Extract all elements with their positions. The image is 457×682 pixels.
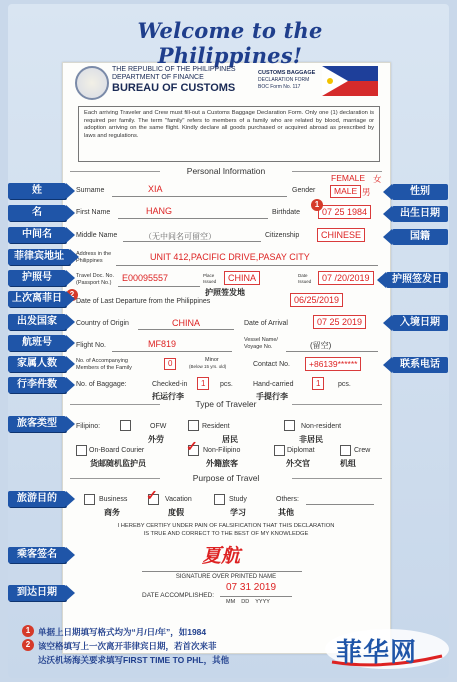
label-vacation: Vacation — [165, 496, 192, 503]
certify-line-1: I HEREBY CERTIFY UNDER PAIN OF FALSIFICATION THAT THIS DECLARATION — [117, 523, 335, 529]
label-pcs-2: pcs. — [338, 381, 351, 388]
label-resident: Resident — [202, 423, 230, 430]
label-non-filipino: Non-Filipino — [203, 447, 241, 454]
value-checked-in[interactable]: 1 — [197, 377, 209, 390]
label-diplomat: Diplomat — [287, 447, 315, 454]
line-first-name — [118, 218, 268, 219]
value-address[interactable]: UNIT 412,PACIFIC DRIVE,PASAY CITY — [150, 252, 310, 262]
checkbox-diplomat[interactable] — [274, 445, 285, 456]
cn-hand-carried: 手提行李 — [256, 392, 288, 401]
cn-non-filipino: 外籍旅客 — [206, 459, 238, 468]
checkbox-ofw[interactable] — [120, 420, 131, 431]
checkbox-study[interactable] — [214, 494, 225, 505]
watermark-text: 菲华网 — [336, 638, 418, 668]
cn-others: 其他 — [278, 508, 294, 517]
cn-male: 男 — [362, 187, 371, 197]
tag-contact: 联系电话 — [392, 357, 448, 373]
value-gender-female: FEMALE — [331, 173, 366, 183]
value-vessel[interactable]: (留空) — [310, 341, 332, 350]
note-1: 单据上日期填写格式均为“月/日/年”，如1984 — [38, 627, 207, 637]
label-date-accomplished: DATE ACCOMPLISHED: — [142, 592, 215, 599]
label-minor-1: Minor — [205, 357, 219, 363]
line-signature — [142, 571, 302, 572]
customs-seal-icon — [75, 66, 109, 100]
signature[interactable]: 夏航 — [202, 545, 241, 567]
tag-address: 菲律宾地址 — [8, 249, 70, 265]
label-business: Business — [99, 496, 128, 503]
tag-middle-name: 中间名 — [8, 227, 66, 243]
checkbox-non-resident[interactable] — [284, 420, 295, 431]
tag-last-departure: 上次离菲日 — [8, 291, 66, 307]
label-ofw: OFW — [150, 423, 167, 430]
checkbox-business[interactable] — [84, 494, 95, 505]
checkbox-onboard-courier[interactable] — [76, 445, 87, 456]
philippine-flag-icon — [322, 66, 378, 96]
line-passport — [118, 286, 200, 287]
value-hand-carried[interactable]: 1 — [312, 377, 324, 390]
check-vacation-icon: ✓ — [146, 487, 158, 503]
label-vessel-2: Voyage No. — [244, 344, 273, 350]
section-traveler-type: Type of Traveler — [70, 399, 382, 409]
label-accompanying-1: No. of Accompanying — [76, 358, 128, 364]
label-checked-in: Checked-in — [152, 381, 188, 388]
value-last-departure[interactable]: 06/25/2019 — [290, 293, 343, 307]
cn-onboard: 货邮随机监护员 — [90, 459, 146, 468]
line-surname — [112, 196, 287, 197]
value-citizenship[interactable]: CHINESE — [317, 228, 365, 242]
label-contact: Contact No. — [253, 361, 290, 368]
label-place-2: Issued — [203, 279, 217, 284]
value-flight-no[interactable]: MF819 — [148, 339, 177, 349]
header-bureau: BUREAU OF CUSTOMS — [112, 82, 236, 94]
page-title: Welcome to the Philippines! — [137, 18, 323, 68]
label-address-1: Address in the — [76, 251, 112, 257]
cn-ofw: 外劳 — [148, 435, 164, 444]
value-surname[interactable]: XIA — [148, 184, 163, 194]
tag-citizenship: 国籍 — [392, 229, 448, 245]
label-accompanying-2: Members of the Family — [76, 365, 132, 371]
label-onboard-courier: On-Board Courier — [89, 447, 145, 454]
section-purpose: Purpose of Travel — [70, 473, 382, 483]
label-filipino: Filipino: — [76, 423, 101, 430]
label-minor-2: (Below 15 yrs. old) — [189, 364, 227, 369]
label-pcs-1: pcs. — [220, 381, 233, 388]
label-last-departure: Date of Last Departure from the Philippines — [76, 298, 211, 305]
label-vessel-1: Vessel Name/ — [244, 337, 278, 343]
cn-vacation: 度假 — [168, 508, 184, 517]
form-name-2: DECLARATION FORM — [258, 77, 310, 83]
label-date-issued-1: Date — [298, 273, 308, 278]
label-country-origin: Country of Origin — [76, 320, 129, 327]
tag-passport: 护照号 — [8, 270, 66, 286]
cn-crew: 机组 — [340, 459, 356, 468]
note-marker-2: 2 — [22, 639, 34, 651]
value-date-issued[interactable]: 07 /20/2019 — [318, 271, 374, 285]
tag-country: 出发国家 — [8, 314, 66, 330]
line-country — [138, 329, 234, 330]
tag-purpose: 旅游目的 — [8, 491, 66, 507]
tag-family: 家属人数 — [8, 356, 66, 372]
section-personal-info: Personal Information — [70, 166, 382, 176]
tag-baggage: 行李件数 — [8, 377, 66, 393]
label-address-2: Philippines — [76, 258, 103, 264]
cn-place-issued: 护照签发地 — [205, 288, 245, 297]
form-name-1: CUSTOMS BAGGAGE — [258, 70, 316, 76]
label-signature: SIGNATURE OVER PRINTED NAME — [175, 574, 277, 580]
marker-1: 1 — [311, 199, 323, 211]
tag-gender: 性别 — [392, 184, 448, 200]
label-travel-doc-1: Travel Doc. No. — [76, 273, 115, 279]
value-accompanying[interactable]: 0 — [164, 358, 176, 370]
check-non-filipino-icon: ✓ — [186, 438, 198, 454]
value-date-accomplished[interactable]: 07 31 2019 — [226, 582, 277, 593]
value-gender[interactable]: MALE — [330, 185, 361, 198]
note-3: 达沃机场海关要求填写FIRST TIME TO PHL，其他 — [38, 655, 230, 665]
watermark-logo — [322, 626, 452, 672]
line-flight — [112, 351, 232, 352]
label-surname: Surname — [76, 187, 105, 194]
tag-flight: 航班号 — [8, 335, 66, 351]
value-contact[interactable]: +86139****** — [305, 357, 361, 371]
checkbox-crew[interactable] — [340, 445, 351, 456]
label-first-name: First Name — [76, 209, 111, 216]
note-marker-1: 1 — [22, 625, 34, 637]
value-date-arrival[interactable]: 07 25 2019 — [313, 315, 366, 329]
label-non-resident: Non-resident — [301, 423, 342, 430]
value-birthdate[interactable]: 07 25 1984 — [318, 205, 371, 219]
label-study: Study — [229, 496, 247, 503]
tag-signature: 乘客签名 — [8, 547, 66, 563]
tag-date-issued: 护照签发日 — [386, 272, 448, 288]
header-department: DEPARTMENT OF FINANCE — [112, 74, 204, 81]
tag-first-name: 名 — [8, 205, 66, 221]
tag-birthdate: 出生日期 — [392, 206, 448, 222]
label-middle-name: Middle Name — [76, 232, 118, 239]
line-date-accomplished — [220, 596, 292, 597]
value-country-origin[interactable]: CHINA — [172, 318, 201, 328]
label-date-arrival: Date of Arrival — [244, 320, 288, 327]
label-travel-doc-2: (Passport No.) — [76, 280, 112, 286]
checkbox-resident[interactable] — [188, 420, 199, 431]
line-vessel — [286, 351, 378, 352]
line-address — [116, 265, 378, 266]
label-others: Others: — [276, 496, 299, 503]
tag-arrival: 入境日期 — [392, 315, 448, 331]
value-middle-name[interactable]: （无中间名可留空） — [144, 232, 216, 241]
cn-female: 女 — [373, 174, 382, 184]
header-republic: THE REPUBLIC OF THE PHILIPPINES — [112, 66, 236, 73]
label-place-1: Place — [203, 273, 215, 278]
value-place-issued[interactable]: CHINA — [224, 271, 260, 285]
note-2: 该空格填写上一次离开菲律宾日期，若首次来菲 — [38, 641, 217, 651]
tag-surname: 姓 — [8, 183, 66, 199]
tag-arrival-date: 到达日期 — [8, 585, 66, 601]
cn-resident: 居民 — [222, 435, 238, 444]
notice-box: Each arriving Traveler and Crew must fill-out a Customs Baggage Declaration Form. Only one (1) declaration is required per family. The term "family" refers to members of a family who are related by blood, marriage or adoption arriving on the same flight. Kindly declare all goods purchased or acquired abroad as prescribed by laws and regulations. — [78, 106, 380, 162]
label-birthdate: Birthdate — [272, 209, 301, 216]
label-hand-carried: Hand-carried — [253, 381, 294, 388]
cn-business: 商务 — [104, 508, 120, 517]
label-baggage: No. of Baggage: — [76, 381, 127, 388]
label-gender: Gender — [292, 187, 316, 194]
label-citizenship: Citizenship — [265, 232, 300, 239]
certify-line-2: IS TRUE AND CORRECT TO THE BEST OF MY KNOWLEDGE — [143, 531, 309, 537]
cn-checked-in: 托运行李 — [152, 392, 184, 401]
value-passport[interactable]: E00095557 — [122, 273, 169, 283]
date-format-hint: MM DD YYYY — [226, 599, 270, 605]
cn-non-resident: 非居民 — [299, 435, 323, 444]
cn-study: 学习 — [230, 508, 246, 517]
line-others — [306, 504, 374, 505]
form-number: BOC Form No. 117 — [258, 84, 301, 90]
label-crew: Crew — [354, 447, 371, 454]
label-date-issued-2: Issued — [298, 279, 312, 284]
cn-diplomat: 外交官 — [286, 459, 310, 468]
label-flight-no: Flight No. — [76, 342, 106, 349]
value-first-name[interactable]: HANG — [146, 206, 173, 216]
tag-traveler-type: 旅客类型 — [8, 416, 66, 432]
